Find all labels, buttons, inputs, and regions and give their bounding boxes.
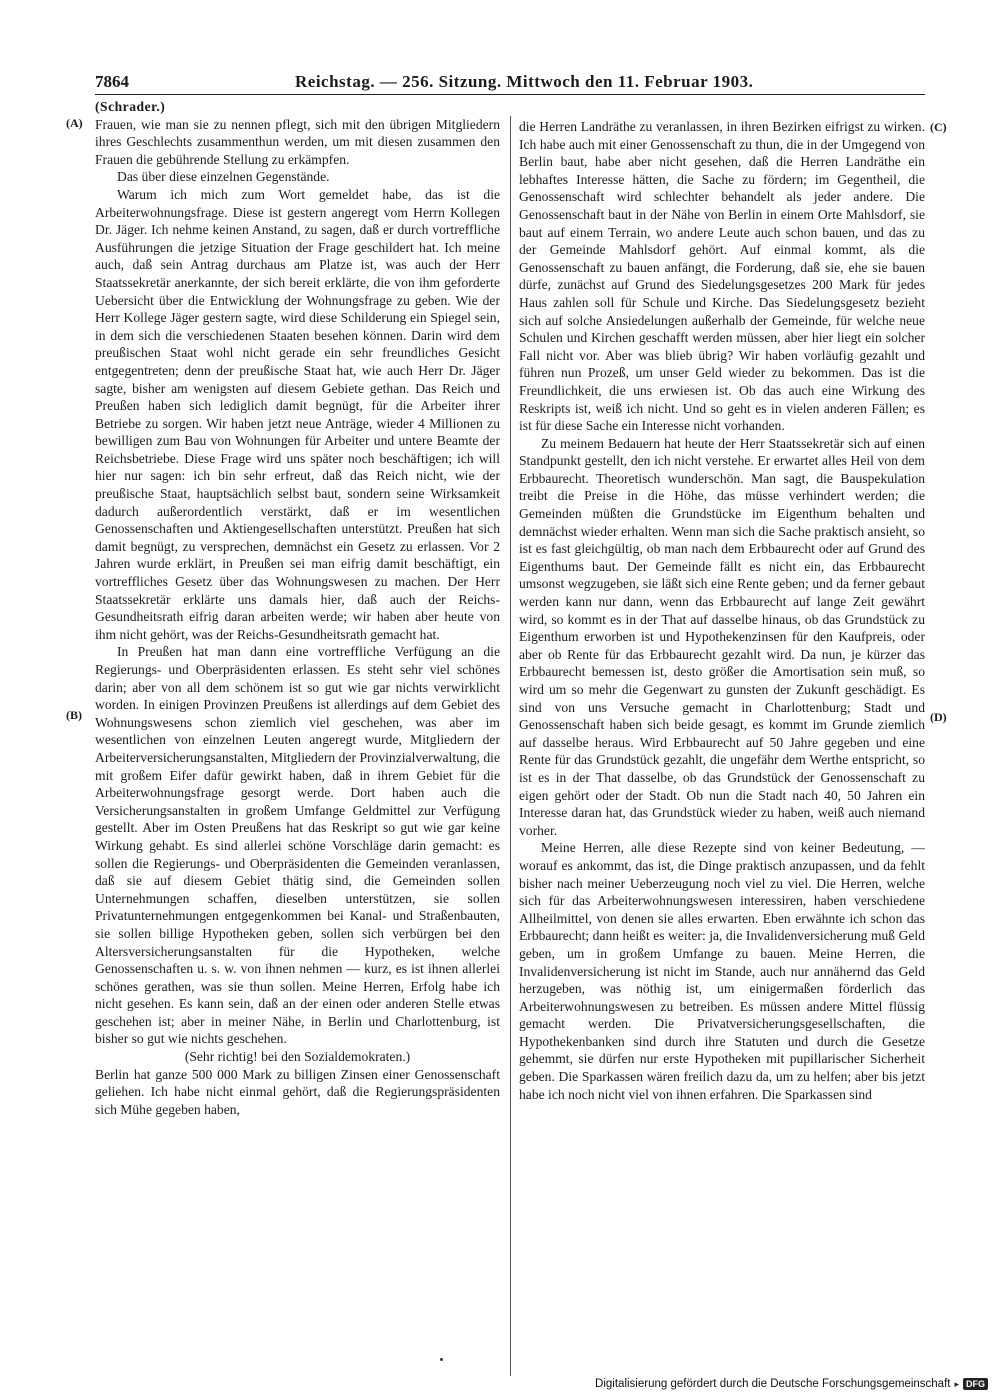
footer-text: Digitalisierung gefördert durch die Deutsche Forschungsgemeinschaft — [595, 1378, 951, 1390]
paragraph: Zu meinem Bedauern hat heute der Herr Staatssekretär sich auf einen Standpunkt gestellt, den ich nicht verstehe. Er erwartet alles Heil von dem Erbbaurecht. Theoretisch wunderschön. Man sagt, die Bauspekulation treibt die Preise in die Höhe, das müsse verhindert werden; die Gemeinden müßten die Grundstücke im Eigenthum behalten und demnächst wieder erhalten. Wenn man sich die Sache praktisch ansieht, so ist es fast gleichgültig, ob man nach dem Erbbaurecht oder auf Grund des Eigenthums baut. Der Gemeinde fällt es nicht ein, das Erbbaurecht umsonst wegzugeben, sie läßt sich eine Rente geben; und da ferner gebaut werden kann nur dann, wenn das Erbbaurecht auf lange Zeit gewährt wird, so kommt es in der That auf dasselbe hinaus, ob das Grundstück zu Eigenthum erworben ist und Hypothekenzinsen für den Kaufpreis, oder aber ob Rente für das Erbbaurecht gezahlt wird. Da nun, je kürzer das Erbbaurecht bemessen ist, desto größer die Amortisation sein muß, so wird um so mehr die Gegenwart zu gunsten der Zukunft geschädigt. Es sind von uns Versuche gemacht in Charlottenburg; Stadt und Genossenschaft haben sich beide gesagt, es kommt im Grunde ziemlich auf dasselbe heraus. Wird Erbbaurecht auf 50 Jahre gegeben und eine Rente für das Grundstück gezahlt, die ungefähr dem Werthe entspricht, so ist es in der That dasselbe, ob das Grundstück der Genossenschaft zu eigen gehört oder der Stadt. Ob nun die Stadt nach 40, 50 Jahren ein Interesse daran hat, das Grundstück wieder zu haben, weiß auch niemand vorher. — [519, 435, 925, 838]
footer-credit — [595, 1378, 988, 1390]
running-head: Reichstag. — 256. Sitzung. Mittwoch den 11. Februar 1903. — [295, 72, 754, 91]
column-divider — [510, 116, 511, 1376]
margin-marker-d: (D) — [930, 710, 947, 724]
paragraph: In Preußen hat man dann eine vortreffliche Verfügung an die Regierungs- und Oberpräsidenten erlassen. Es steht sehr viel schönes darin; aber von all dem schönem ist so gut wie gar nichts verwirklicht worden. In einigen Provinzen Preußens ist allerdings auf dem Gebiet des Wohnungswesens schon ziemlich viel geschehen, was aber im wesentlichen von einzelnen Leuten angeregt wurde, Mitgliedern der Arbeiterversicherungsanstalten, Mitgliedern der Provinzialverwaltung, die mit großem Eifer dafür gewirkt haben, daß in ihrem Gebiet für die Arbeiterwohnungsfrage gesorgt werde. Dort haben auch die Versicherungsanstalten in großem Umfange Geldmittel zur Verfügung gestellt. Aber im Osten Preußens hat das Reskript so gut wie gar keine Wirkung gehabt. Es sind allerlei schöne Vorschläge darin gemacht: es sollen die Regierungs- und Oberpräsidenten die Gemeinden veranlassen, daß sie auf diesem Gebiet thätig sind, die Gemeinden sollen Unternehmungen schaffen, dieselben unterstützen, sie sollen Privatunternehmungen entgegenkommen bei Kanal- und Straßenbauten, sie sollen billige Hypotheken geben, sollen sich verbürgen bei den Altersversicherungsanstalten für die Hypotheken, welche Genossenschaften u. s. w. von ihnen nehmen — kurz, es ist ihnen allerlei schönes gerathen, was sie thun sollen. Meine Herren, Erfolg habe ich nicht gesehen. Es kann sein, daß an der einen oder anderen Stelle etwas geschehen ist; aber in meiner Nähe, in Berlin und Charlottenburg, ist bisher so gut wie nichts geschehen. — [95, 644, 500, 1047]
page-number: 7864 — [95, 72, 129, 91]
dfg-arrow-icon: ▸ — [954, 1378, 959, 1389]
margin-marker-a: (A) — [66, 116, 83, 130]
dfg-logo: DFG — [963, 1378, 988, 1390]
margin-marker-b: (B) — [66, 708, 82, 722]
paragraph: Warum ich mich zum Wort gemeldet habe, das ist die Arbeiterwohnungsfrage. Diese ist gestern angeregt vom Herrn Kollegen Dr. Jäger. Ich nehme keinen Anstand, zu sagen, daß er durch vortreffliche Ausführungen die jetzige Situation der Frage geschildert hat. Ich meine auch, daß sein Antrag durchaus am Platze ist, was auch der Herr Staatssekretär anerkannte, der sich bereit erklärte, die von ihm geforderte Uebersicht über die Entwicklung der Wohnungsfrage zu geben. Wie der Herr Kollege Jäger gestern sagte, wird diese Schilderung ein Spiegel sein, in dem sich die verschiedenen Staaten besehen können. Darin wird dem preußischen Staat wohl nicht gerade ein sehr freundliches Gesicht entgegentreten; denn der preußische Staat hat, wie auch Herr Dr. Jäger sagte, bisher am wenigsten auf diesem Gebiete gethan. Das Reich und Preußen haben sich lediglich damit begnügt, für die Arbeiter ihrer Betriebe zu sorgen. Wir haben jetzt neue Anträge, wieder 4 Millionen zu bewilligen zum Bau von Wohnungen für Arbeiter und untere Beamte der Reichsbetriebe. Diese Frage wird uns später noch beschäftigen; ich will hier nur sagen: ich bin sehr erfreut, daß das Reich nicht, wie der preußische Staat, hauptsächlich selbst baut, sondern seine Wirksamkeit dadurch außerordentlich verstärkt, daß er im wesentlichen Genossenschaften und Aktiengesellschaften unterstützt. Preußen hat sich damit begnügt, zu versprechen, demnächst ein Gesetz zu erlassen. Vor 2 Jahren wurde erklärt, in Preußen sei man eifrig damit beschäftigt, ein vortreffliches Gesetz über das Wohnungswesen zu machen. Der Herr Staatssekretär erklärte uns damals hier, daß auch der Reichs-Gesundheitsrath eifrig daran arbeiten werde; wir haben aber heute von ihm nicht gehört, was der Reichs-Gesundheitsrath gemacht hat. — [95, 186, 500, 642]
paragraph: Berlin hat ganze 500 000 Mark zu billigen Zinsen einer Genossenschaft geliehen. Ich habe nicht einmal gehört, daß die Regierungspräsidenten sich Mühe gegeben haben, — [95, 1066, 500, 1117]
paragraph: Meine Herren, alle diese Rezepte sind von keiner Bedeutung, — worauf es ankommt, das ist, die Dinge praktisch anzupassen, und da fehlt bisher nach meiner Ueberzeugung noch viel zu viel. Die Herren, welche sich für das Arbeiterwohnungswesen interessiren, haben verschiedene Allheilmittel, von denen sie alles erwarten. Eben erwähnte ich schon das Erbbaurecht; dann heißt es weiter: ja, die Invalidenversicherung muß Geld geben, um in großem Umfange zu bauen. Meine Herren, die Invalidenversicherung ist nicht im Stande, auch nur annähernd das Geld herzugeben, was nöthig ist, um einigermaßen förderlich das Arbeiterwohnungswesen zu betreiben. Es müssen andere Mittel flüssig gemacht werden. Die Privatversicherungsgesellschaften, die Hypothekenbanken sind durch ihre Statuten und durch die Gesetze gehemmt, sie dürfen nur erste Hypotheken mit pupillarischer Sicherheit geben. Die Sparkassen wären freilich dazu da, um zu helfen; aber bis jetzt habe ich noch nicht viel von ihnen erfahren. Die Sparkassen sind — [519, 840, 925, 1102]
print-speck — [440, 1358, 443, 1361]
speaker-name: (Schrader.) — [95, 99, 166, 114]
paragraph: Das über diese einzelnen Gegenstände. — [117, 169, 330, 185]
page-header — [95, 72, 925, 94]
left-column — [95, 98, 500, 1118]
right-column — [519, 118, 925, 1103]
header-rule — [95, 94, 925, 95]
interjection: (Sehr richtig! bei den Sozialdemokraten.) — [184, 1049, 411, 1065]
paragraph: die Herren Landräthe zu veranlassen, in ihren Bezirken eifrigst zu wirken. Ich habe auch mit einer Genossenschaft zu thun, die in der Umgegend von Berlin baut, habe aber nicht gesehen, daß die Herren Landräthe ein lebhaftes Interesse hätten, die Sache zu fördern; im Gegentheil, die Genossenschaft wird schlechter behandelt als jeder andere. Die Genossenschaft baut in der Nähe von Berlin in einem Orte Mahlsdorf, sie baut auf einem Terrain, wo andere Leute auch schon bauen, und das zu der Gemeinde Mahlsdorf gehört. Auf einmal kommt, als die Genossenschaft zu bauen anfängt, die Forderung, daß sie, ehe sie bauen dürfe, zunächst auf Grund des Siedelungsgesetzes 200 Mark für jedes Haus zahlen soll für Schule und Kirche. Das Siedelungsgesetz bezieht sich auf solche Ansiedelungen außerhalb der Gemeinde, für welche neue Schulen und Kirchen geschafft werden müssen, aber hier liegt ein solcher Fall nicht vor. Aber was blieb übrig? Wir haben vorläufig gezahlt und führen nun Prozeß, um unser Geld wieder zu bekommen. Das ist die Freundlichkeit, die uns erwiesen ist. Ob das auch eine Wirkung des Reskripts ist, weiß ich nicht. Und so geht es in vielen anderen Fällen; es ist für diese Sache ein Interesse nicht vorhanden. — [519, 119, 925, 434]
margin-marker-c: (C) — [930, 120, 947, 134]
paragraph: Frauen, wie man sie zu nennen pflegt, sich mit den übrigen Mitgliedern ihres Geschlechts zusammenthun werden, um mit diesen zusammen den Frauen die gebührende Stellung zu erkämpfen. — [95, 116, 500, 167]
